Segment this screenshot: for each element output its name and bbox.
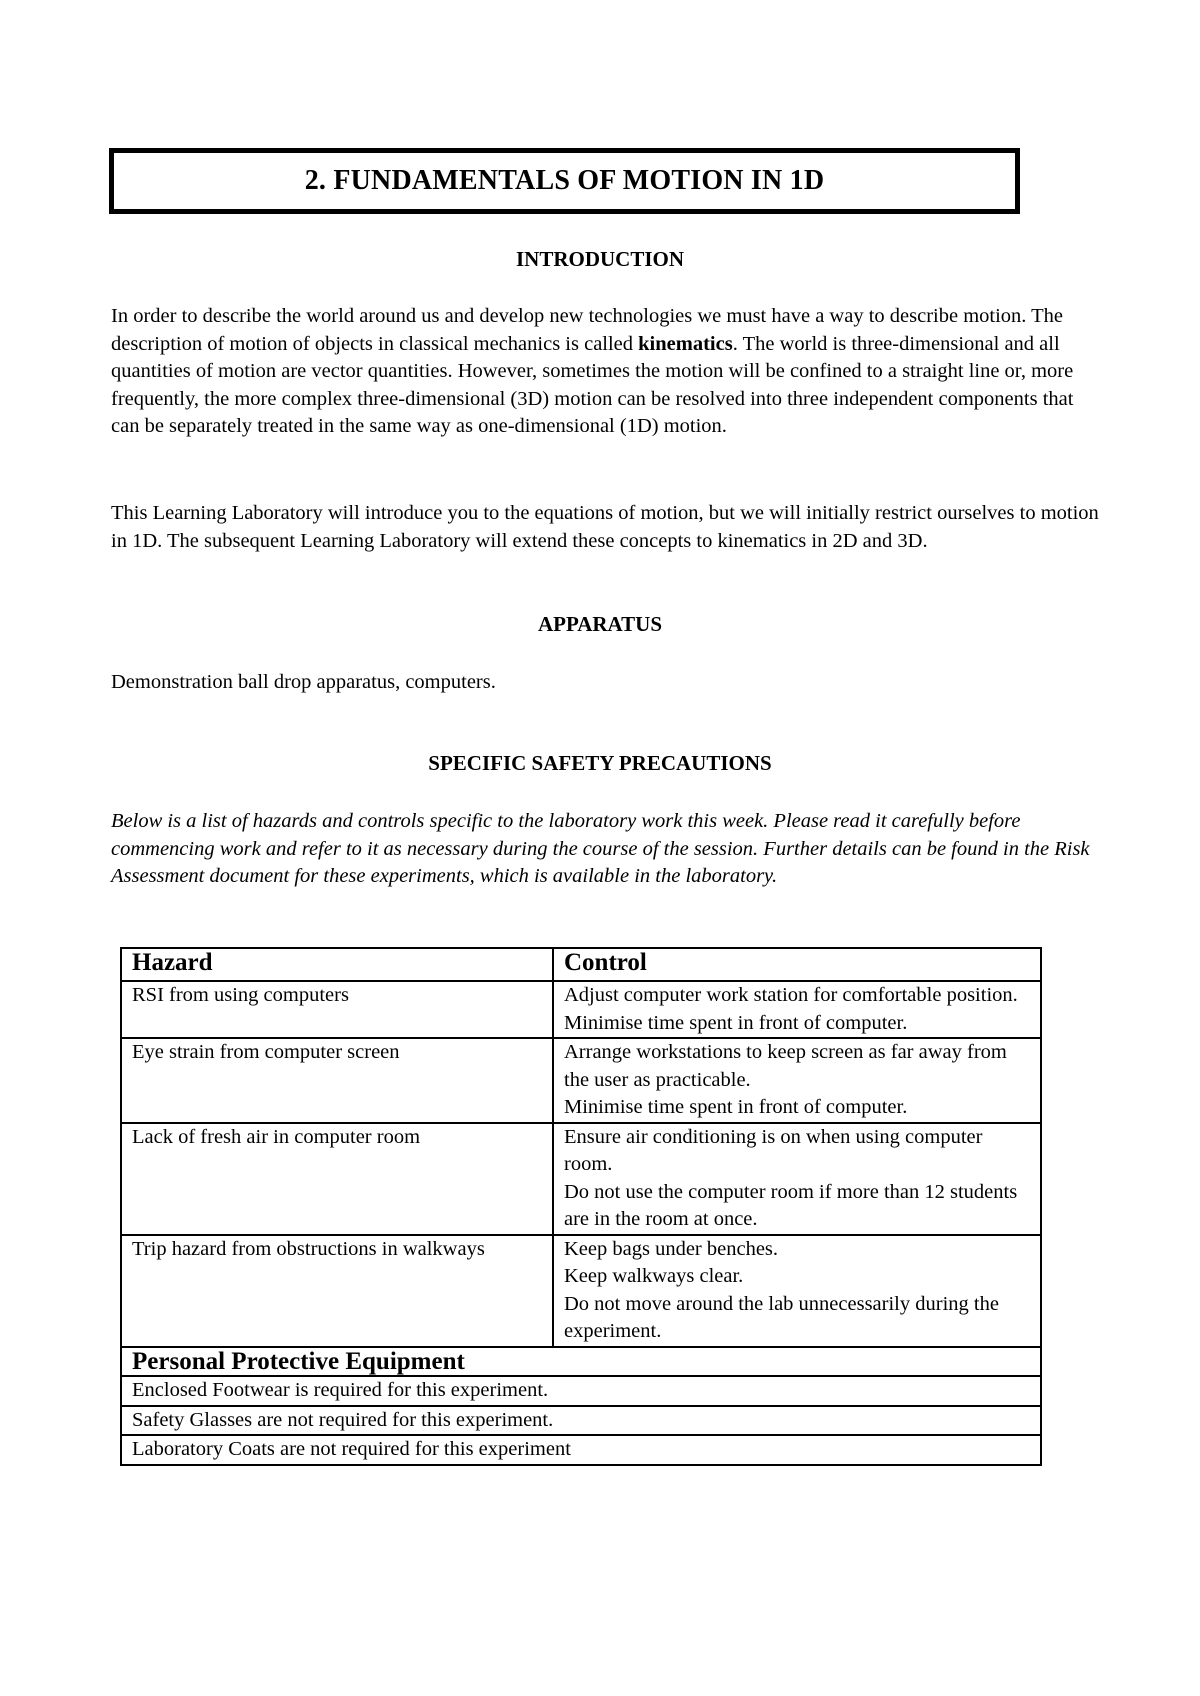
introduction-heading: INTRODUCTION [515, 247, 685, 271]
hazard-control-table [120, 947, 1042, 1466]
table-header-row [121, 948, 1041, 981]
control-cell [553, 981, 1041, 1038]
ppe-header-row [121, 1347, 1041, 1377]
introduction-text-start: In order to describe the world around us and develop new technologies we must have a way to describe motion. The description of motion of objects in classical mechanics is called [111, 305, 1064, 355]
control-item: Arrange workstations to keep screen as far away from the user as practicable. [564, 1041, 1007, 1091]
control-item: Do not move around the lab unnecessarily during the experiment. [564, 1292, 999, 1342]
introduction-text-end: . The world is three-dimensional and all quantities of motion are vector quantities. However, sometimes the motion will be confined to a straight line or, more frequently, the more complex three-dimensional (3D) motion can be resolved into three independent components that can be separately treated in the same way as one-dimensional (1D) motion. [111, 332, 1074, 437]
control-cell [553, 1235, 1041, 1347]
hazard-cell: Trip hazard from obstructions in walkways [121, 1235, 553, 1347]
control-item: Keep walkways clear. [564, 1265, 744, 1287]
ppe-item: Safety Glasses are not required for this experiment. [121, 1406, 1041, 1436]
hazard-column-header: Hazard [121, 948, 553, 981]
table-row [121, 1038, 1041, 1123]
kinematics-term: kinematics [638, 332, 733, 355]
ppe-heading: Personal Protective Equipment [121, 1347, 1041, 1377]
introduction-paragraph-2: This Learning Laboratory will introduce you to the equations of motion, but we will initially restrict ourselves to motion in 1D. The subsequent Learning Laboratory will extend these concepts to kinematics in 2D and 3D. [111, 502, 1099, 552]
hazard-cell: RSI from using computers [121, 981, 553, 1038]
safety-intro: Below is a list of hazards and controls specific to the laboratory work this week. Please read it carefully before commencing work and refer to it as necessary during the course of the session. Further details can be found in the Risk Assessment document for these experiments, which is available in the laboratory. [111, 810, 1090, 887]
apparatus-text: Demonstration ball drop apparatus, computers. [111, 671, 496, 693]
ppe-row [121, 1406, 1041, 1436]
table-row [121, 1123, 1041, 1235]
table-row [121, 981, 1041, 1038]
control-item: Do not use the computer room if more than 12 students are in the room at once. [564, 1180, 1018, 1230]
ppe-item: Laboratory Coats are not required for this experiment [121, 1435, 1041, 1465]
control-item: Minimise time spent in front of computer. [564, 1096, 908, 1118]
control-cell [553, 1038, 1041, 1123]
introduction-paragraph-1 [111, 303, 1101, 441]
title-box [109, 148, 1020, 214]
control-item: Adjust computer work station for comfortable position. [564, 984, 1018, 1006]
control-item: Minimise time spent in front of computer. [564, 1011, 908, 1034]
ppe-item: Enclosed Footwear is required for this experiment. [121, 1376, 1041, 1406]
control-cell [553, 1123, 1041, 1235]
ppe-row [121, 1376, 1041, 1406]
page-title: 2. FUNDAMENTALS OF MOTION IN 1D [304, 165, 825, 196]
control-item: Ensure air conditioning is on when using computer room. [564, 1125, 983, 1175]
table-row [121, 1235, 1041, 1347]
ppe-row [121, 1435, 1041, 1465]
hazard-cell: Eye strain from computer screen [121, 1038, 553, 1123]
control-column-header: Control [553, 948, 1041, 981]
apparatus-heading: APPARATUS [537, 612, 663, 636]
hazard-cell: Lack of fresh air in computer room [121, 1123, 553, 1235]
safety-heading: SPECIFIC SAFETY PRECAUTIONS [428, 751, 772, 775]
control-item: Keep bags under benches. [564, 1237, 779, 1260]
